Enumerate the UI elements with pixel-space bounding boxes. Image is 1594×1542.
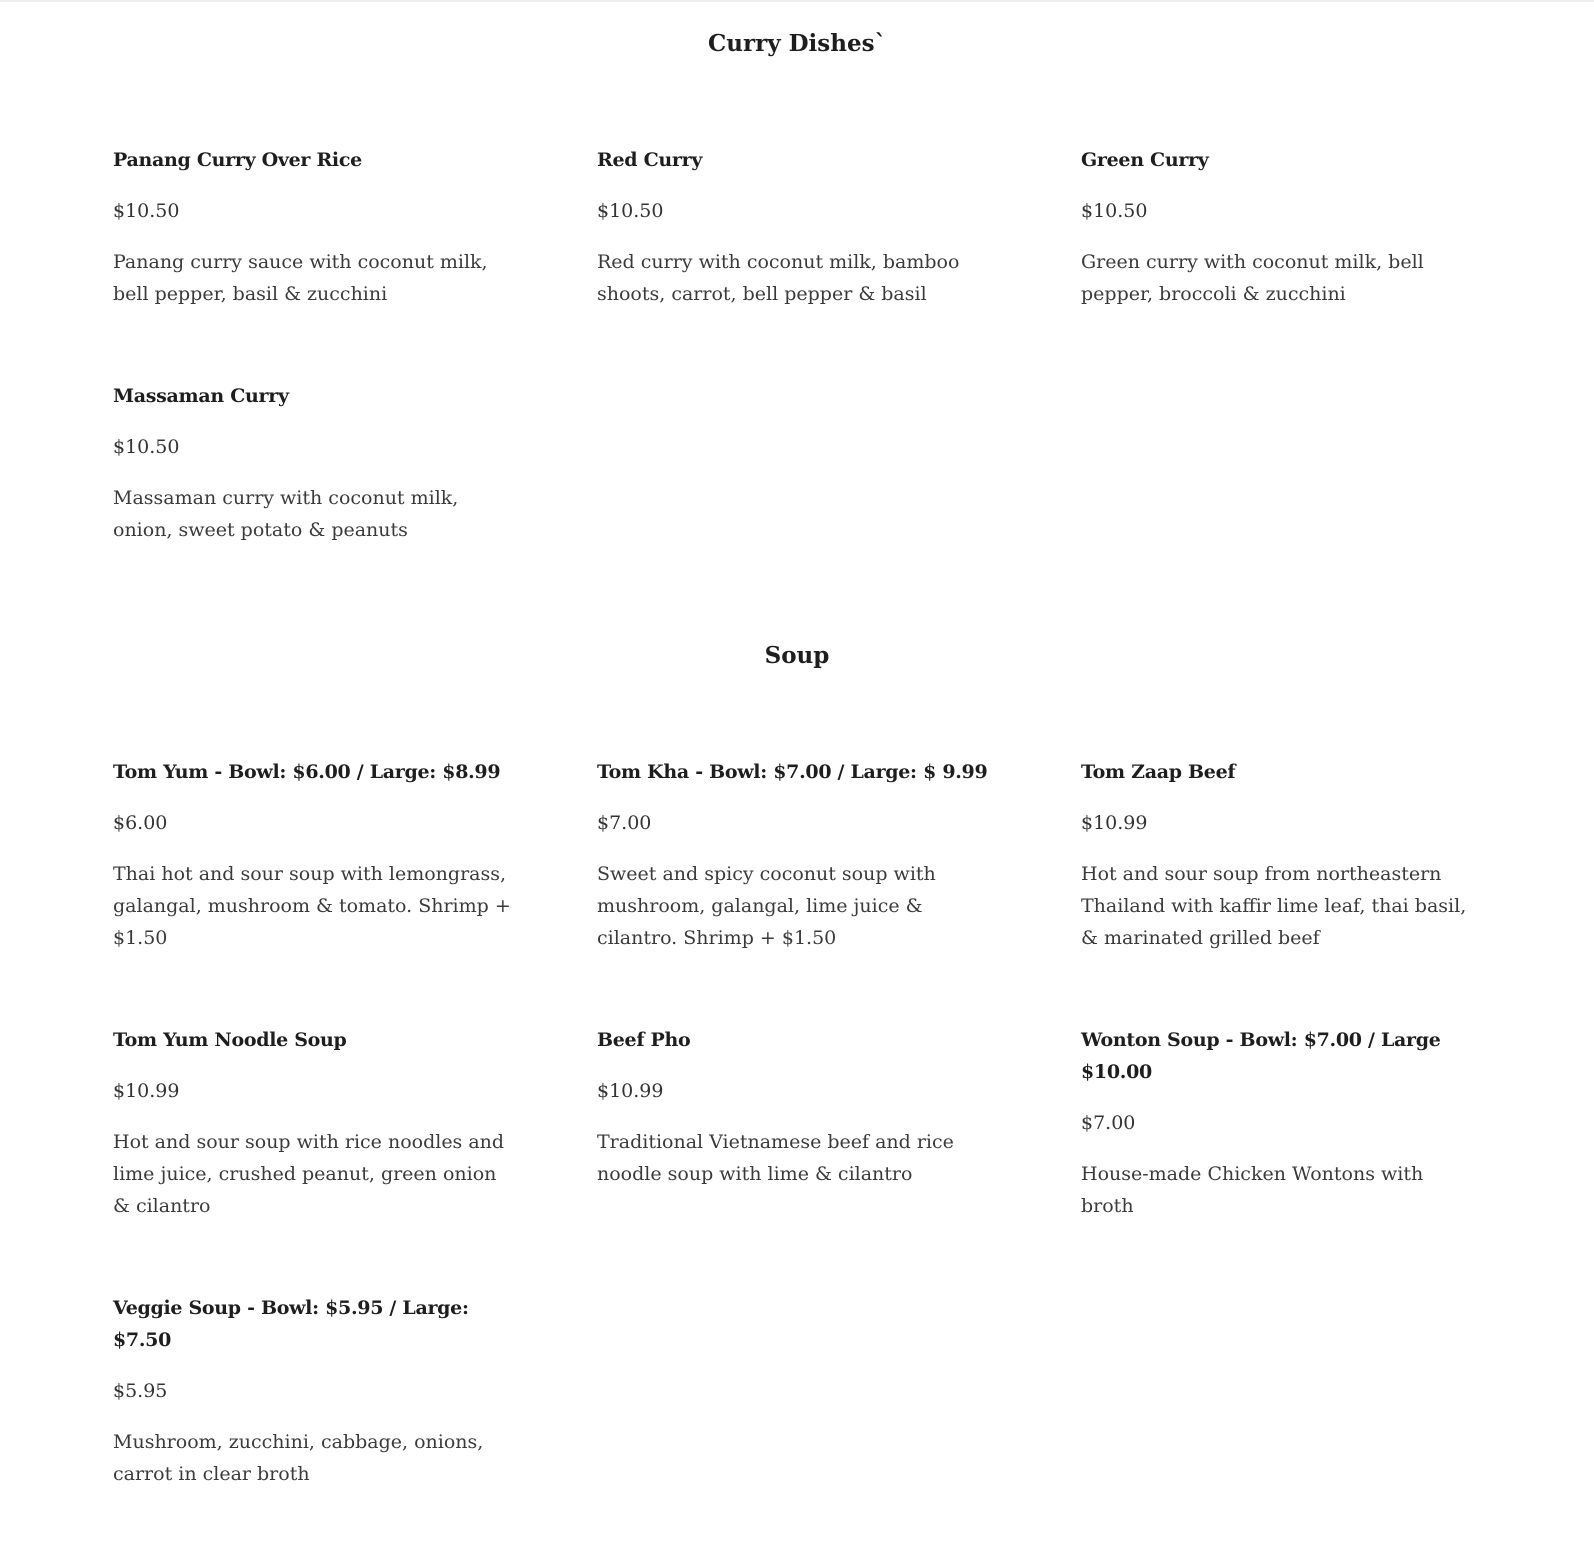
item-price: $7.00 <box>597 812 652 834</box>
menu-item <box>1081 756 1481 954</box>
item-price: $6.00 <box>113 812 168 834</box>
item-name: Tom Yum - Bowl: $6.00 / Large: $8.99 <box>113 761 501 783</box>
menu-item <box>597 144 997 310</box>
item-price: $5.95 <box>113 1380 168 1402</box>
item-description: House-made Chicken Wontons with broth <box>1081 1163 1424 1217</box>
item-description: Thai hot and sour soup with lemongrass, galangal, mushroom & tomato. Shrimp + $1.50 <box>113 863 511 949</box>
item-description: Green curry with coconut milk, bell pepper, broccoli & zucchini <box>1081 251 1424 305</box>
item-price: $10.99 <box>1081 812 1148 834</box>
item-description: Traditional Vietnamese beef and rice noodle soup with lime & cilantro <box>597 1131 954 1185</box>
item-price: $10.99 <box>597 1080 664 1102</box>
menu-item <box>1081 144 1481 310</box>
item-description: Mushroom, zucchini, cabbage, onions, carrot in clear broth <box>113 1431 484 1485</box>
menu-item <box>113 1024 513 1222</box>
item-name: Green Curry <box>1081 149 1209 171</box>
menu-item <box>113 380 513 546</box>
item-price: $10.50 <box>113 436 180 458</box>
item-description: Hot and sour soup from northeastern Thailand with kaffir lime leaf, thai basil, & marinated grilled beef <box>1081 863 1467 949</box>
item-price: $10.50 <box>597 200 664 222</box>
item-description: Massaman curry with coconut milk, onion, sweet potato & peanuts <box>113 487 459 541</box>
menu-item <box>113 1292 513 1490</box>
item-name: Red Curry <box>597 149 703 171</box>
section-title-soup: Soup <box>764 642 830 669</box>
top-divider <box>0 0 1594 2</box>
item-price: $10.99 <box>113 1080 180 1102</box>
item-price: $10.50 <box>113 200 180 222</box>
item-description: Hot and sour soup with rice noodles and lime juice, crushed peanut, green onion & cilantro <box>113 1131 505 1217</box>
menu-item <box>113 756 513 954</box>
item-name: Tom Yum Noodle Soup <box>113 1029 347 1051</box>
item-name: Massaman Curry <box>113 385 289 407</box>
item-description: Red curry with coconut milk, bamboo shoots, carrot, bell pepper & basil <box>597 251 960 305</box>
section-title-curry: Curry Dishes` <box>707 30 887 57</box>
item-description: Sweet and spicy coconut soup with mushroom, galangal, lime juice & cilantro. Shrimp + $1.50 <box>597 863 936 949</box>
item-name: Wonton Soup - Bowl: $7.00 / Large $10.00 <box>1081 1029 1441 1083</box>
item-name: Veggie Soup - Bowl: $5.95 / Large: $7.50 <box>113 1297 469 1351</box>
item-name: Tom Zaap Beef <box>1081 761 1236 783</box>
menu-item <box>113 144 513 310</box>
item-description: Panang curry sauce with coconut milk, bell pepper, basil & zucchini <box>113 251 488 305</box>
item-price: $10.50 <box>1081 200 1148 222</box>
item-name: Panang Curry Over Rice <box>113 149 362 171</box>
menu-item <box>1081 1024 1481 1222</box>
menu-item <box>597 1024 997 1190</box>
item-name: Tom Kha - Bowl: $7.00 / Large: $ 9.99 <box>597 761 988 783</box>
menu-item <box>597 756 997 954</box>
item-name: Beef Pho <box>597 1029 691 1051</box>
item-price: $7.00 <box>1081 1112 1136 1134</box>
